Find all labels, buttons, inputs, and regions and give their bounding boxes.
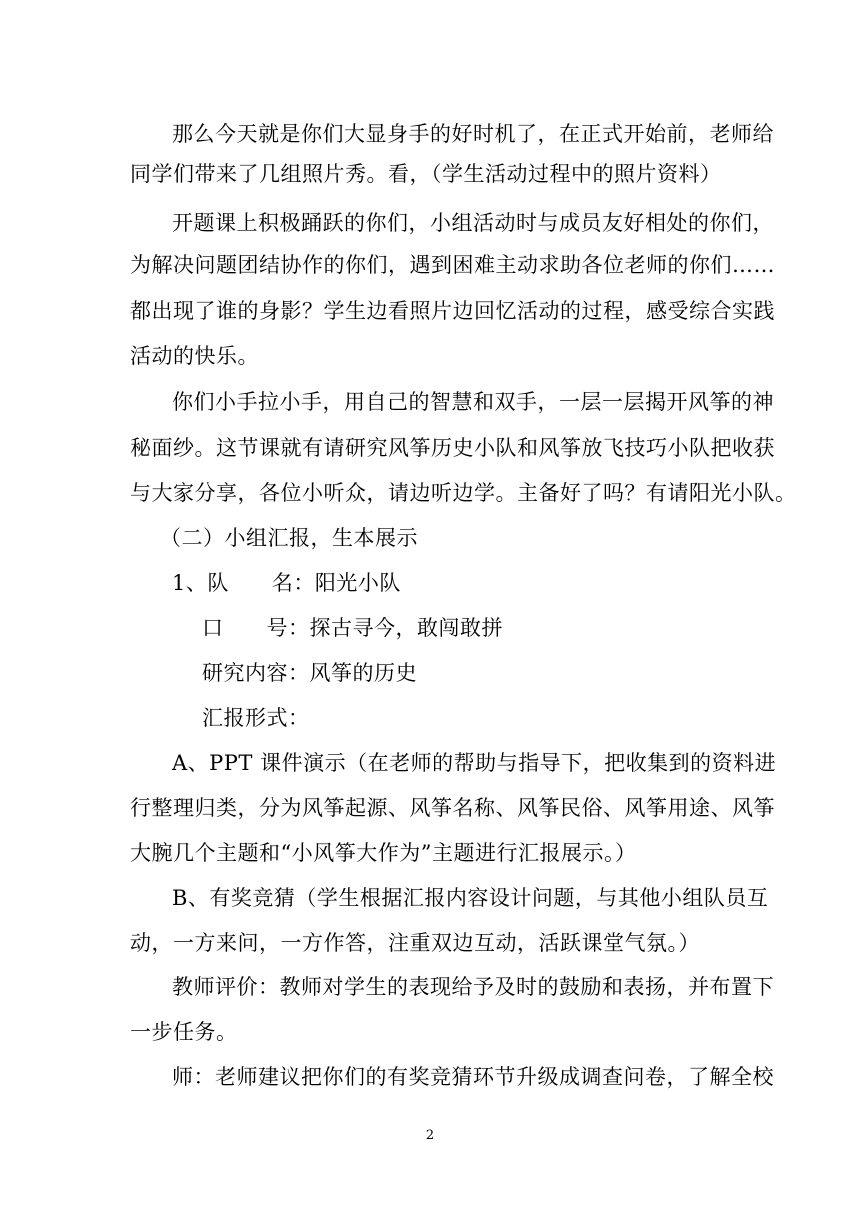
- section-heading: （二）小组汇报，生本展示: [160, 526, 418, 550]
- team-name: 1、队 名：阳光小队: [172, 571, 401, 595]
- paragraph-1-line-2: 同学们带来了几组照片秀。看，（学生活动过程中的照片资料）: [130, 162, 722, 186]
- paragraph-3-line-1: 你们小手拉小手，用自己的智慧和双手，一层一层揭开风筝的神: [172, 390, 774, 414]
- item-a-line-3: 大腕几个主题和“小风筝大作为”主题进行汇报展示。）: [130, 841, 637, 865]
- paragraph-2-line-3: 都出现了谁的身影？学生边看照片边回忆活动的过程，感受综合实践: [130, 299, 775, 323]
- page-number: 2: [425, 1128, 435, 1143]
- report-format: 汇报形式：: [202, 706, 310, 730]
- paragraph-2-line-2: 为解决问题团结协作的你们，遇到困难主动求助各位老师的你们……: [130, 253, 775, 277]
- item-b-line-2: 动，一方来问，一方作答，注重双边互动，活跃课堂气氛。）: [130, 931, 700, 955]
- paragraph-2-line-1: 开题课上积极踊跃的你们，小组活动时与成员友好相处的你们，: [172, 211, 774, 235]
- item-b-line-1: B、有奖竞猜（学生根据汇报内容设计问题，与其他小组队员互: [172, 886, 769, 910]
- paragraph-2-line-4: 活动的快乐。: [130, 344, 259, 368]
- paragraph-3-line-2: 秘面纱。这节课就有请研究风筝历史小队和风筝放飞技巧小队把收获: [130, 436, 775, 460]
- item-a-line-1: A、PPT 课件演示（在老师的帮助与指导下，把收集到的资料进: [172, 751, 777, 775]
- research-content: 研究内容：风筝的历史: [202, 661, 417, 685]
- teacher-evaluation-line-2: 一步任务。: [130, 1020, 238, 1044]
- paragraph-3-line-3: 与大家分享，各位小听众，请边听边学。主备好了吗？有请阳光小队。: [130, 481, 797, 505]
- teacher-evaluation-line-1: 教师评价：教师对学生的表现给予及时的鼓励和表扬，并布置下: [172, 975, 774, 999]
- paragraph-1-line-1: 那么今天就是你们大显身手的好时机了，在正式开始前，老师给: [172, 122, 774, 146]
- teacher-remark-line-1: 师：老师建议把你们的有奖竞猜环节升级成调查问卷，了解全校: [172, 1065, 774, 1089]
- team-slogan: 口 号：探古寻今，敢闯敢拼: [202, 616, 503, 640]
- item-a-line-2: 行整理归类，分为风筝起源、风筝名称、风筝民俗、风筝用途、风筝: [130, 796, 775, 820]
